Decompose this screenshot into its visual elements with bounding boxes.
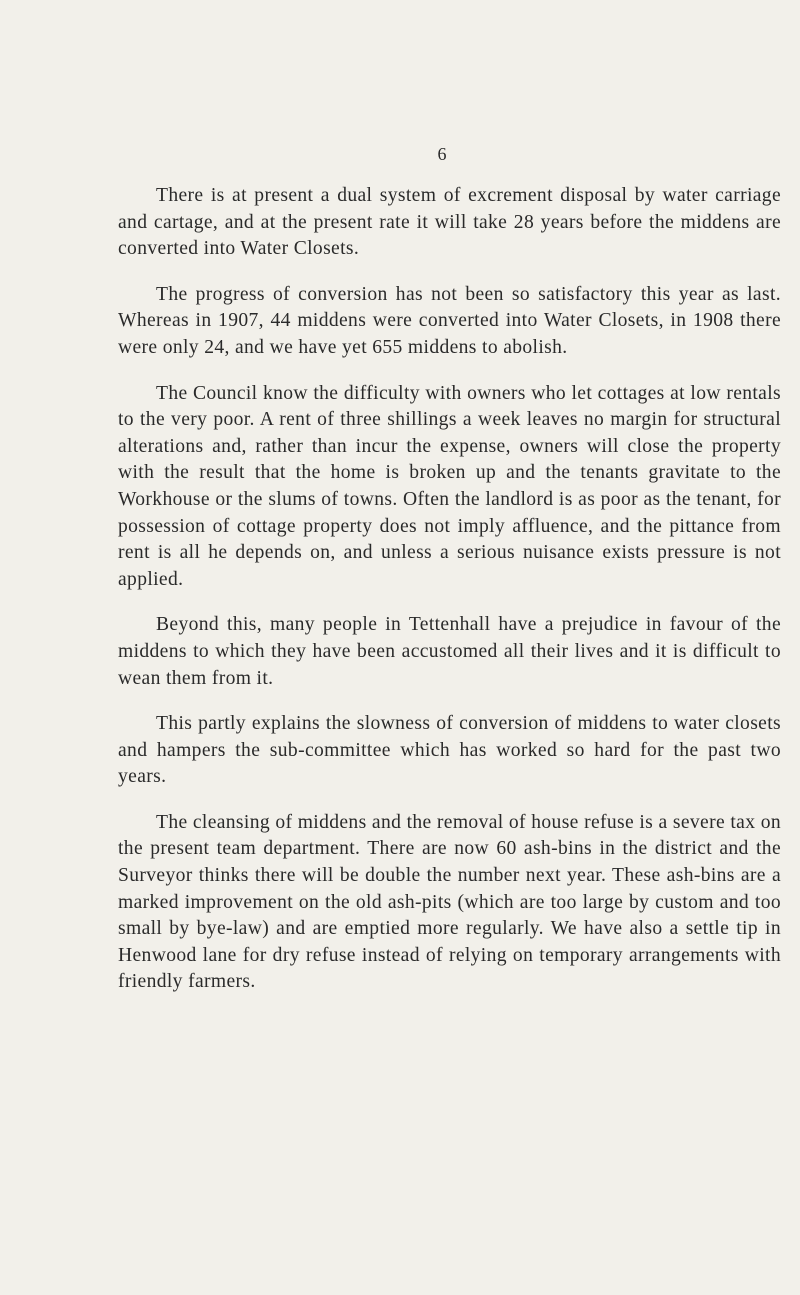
paragraph-cleansing: The cleansing of middens and the removal of house refuse is a severe tax on the present team department. There are now 60 ash-bins in the district and the Surveyor thinks there will be double the number next year. These ash-bins are a marked improvement on the old ash-pits (which are too large by custom and too small by bye-law) and are emptied more regularly. We have also a settle tip in Henwood lane for dry refuse instead of relying on temporary arrangements with friendly farmers. bbox=[118, 811, 781, 993]
paragraph-owners-difficulty: The Council know the difficulty with owners who let cottages at low rentals to the very poor. A rent of three shillings a week leaves no margin for structural alterations and, rather than incur the expense, owners will close the property with the result that the home is broken up and the tenants gravitate to the Workhouse or the slums of towns. Often the landlord is as poor as the tenant, for possession of cottage property does not imply affluence, and the pittance from rent is all he depends on, and unless a serious nuisance exists pressure is not applied. bbox=[118, 382, 781, 590]
body-text bbox=[118, 183, 781, 1015]
paragraph-dual-system: There is at present a dual system of excrement disposal by water carriage and cartage, and at the present rate it will take 28 years before the middens are converted into Water Closets. bbox=[118, 185, 781, 260]
paragraph-prejudice: Beyond this, many people in Tettenhall have a prejudice in favour of the middens to which they have been accustomed all their lives and it is difficult to wean them from it. bbox=[118, 614, 781, 689]
page-number: 6 bbox=[437, 144, 447, 164]
paragraph-slowness: This partly explains the slowness of conversion of middens to water closets and hampers the sub-committee which has worked so hard for the past two years. bbox=[118, 713, 781, 788]
paragraph-progress-of-conversion: The progress of conversion has not been so satisfactory this year as last. Whereas in 1907, 44 middens were converted into Water Closets, in 1908 there were only 24, and we have yet 655 middens to abolish. bbox=[118, 283, 781, 358]
